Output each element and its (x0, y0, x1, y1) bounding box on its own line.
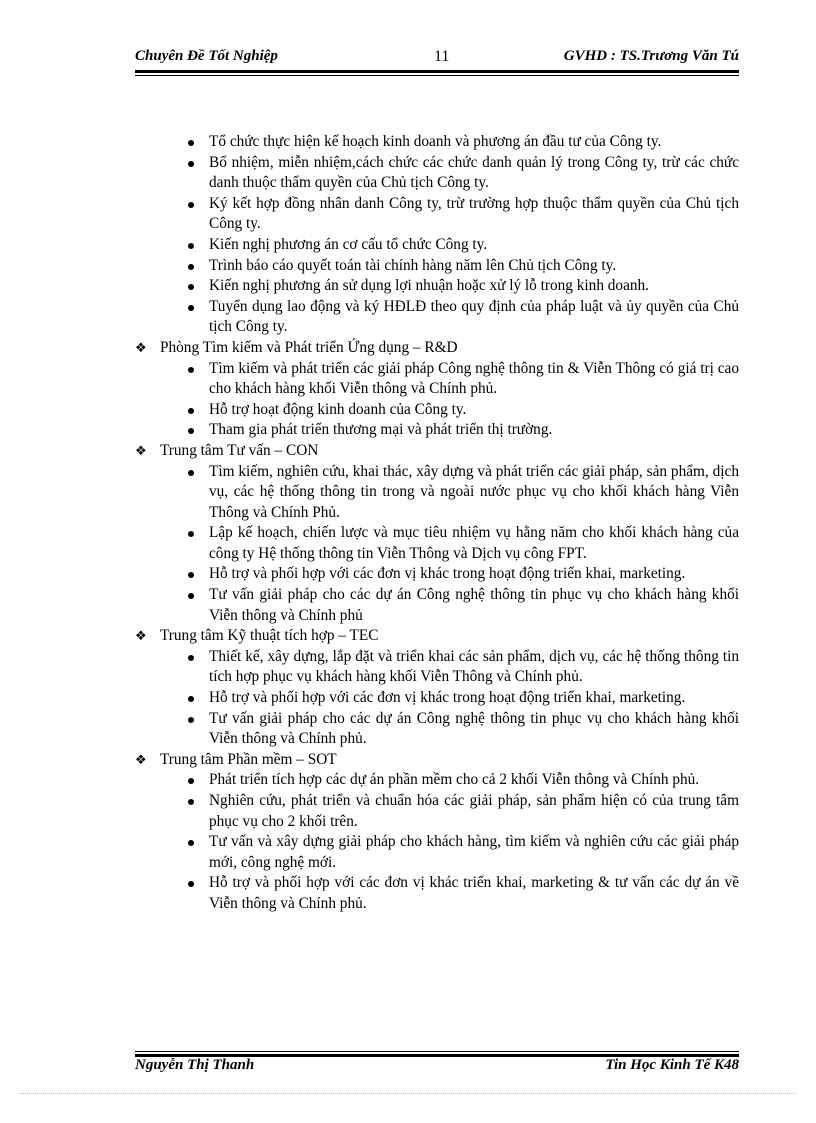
bullet-item: Tư vấn giải pháp cho các dự án Công nghệ thông tin phục vụ cho khách hàng khối Viễn thông và Chính phủ (135, 585, 739, 626)
diamond-dots-icon: ❖ (135, 442, 147, 458)
header-advisor: GVHD : TS.Trương Văn Tú (563, 48, 739, 64)
bullet-item: Tuyển dụng lao động và ký HĐLĐ theo quy định của pháp luật và ủy quyền của Chủ tịch Công ty. (135, 297, 739, 338)
diamond-dots-icon: ❖ (135, 751, 147, 767)
section-title: Trung tâm Phần mềm – SOT (160, 750, 337, 768)
bullet-item: Hỗ trợ hoạt động kinh doanh của Công ty. (135, 400, 739, 421)
section-title: Phòng Tìm kiếm và Phát triển Ứng dụng – R&D (160, 338, 458, 356)
page-number: 11 (434, 48, 450, 65)
bullet-item: Bổ nhiệm, miễn nhiệm,cách chức các chức danh quản lý trong Công ty, trừ các chức danh thuộc thẩm quyền của Chủ tịch Công ty. (135, 153, 739, 194)
bullet-item: Kiến nghị phương án sử dụng lợi nhuận hoặc xử lý lỗ trong kinh doanh. (135, 276, 739, 297)
document-body (135, 132, 739, 915)
section-bullet-list (135, 359, 739, 441)
bullet-item: Hỗ trợ và phối hợp với các đơn vị khác trong hoạt động triển khai, marketing. (135, 688, 739, 709)
section-bullet-list (135, 647, 739, 750)
diamond-dots-icon: ❖ (135, 628, 147, 644)
page-header (135, 48, 739, 70)
section-bullet-list (135, 462, 739, 627)
bullet-item: Tham gia phát triển thương mại và phát triển thị trường. (135, 420, 739, 441)
bullet-item: Tìm kiếm và phát triển các giải pháp Công nghệ thông tin & Viễn Thông có giá trị cao cho khách hàng khối Viễn thông và Chính phủ. (135, 359, 739, 400)
bullet-item: Ký kết hợp đồng nhân danh Công ty, trừ trường hợp thuộc thẩm quyền của Chủ tịch Công ty. (135, 194, 739, 235)
bullet-item: Hỗ trợ và phối hợp với các đơn vị khác triển khai, marketing & tư vấn các dự án về Viễn thông và Chính phủ. (135, 873, 739, 914)
bullet-item: Trình báo cáo quyết toán tài chính hàng năm lên Chủ tịch Công ty. (135, 256, 739, 277)
section-heading (135, 441, 739, 462)
bullet-item: Phát triển tích hợp các dự án phần mềm cho cả 2 khối Viễn thông và Chính phủ. (135, 770, 739, 791)
bullet-item: Nghiên cứu, phát triển và chuẩn hóa các giải pháp, sản phẩm hiện có của trung tâm phục vụ cho 2 khối trên. (135, 791, 739, 832)
section-heading (135, 338, 739, 359)
footer-class: Tin Học Kinh Tế K48 (605, 1057, 739, 1073)
bullet-item: Kiến nghị phương án cơ cấu tổ chức Công ty. (135, 235, 739, 256)
bullet-item: Hỗ trợ và phối hợp với các đơn vị khác trong hoạt động triển khai, marketing. (135, 564, 739, 585)
section-bullet-list (135, 770, 739, 914)
section-title: Trung tâm Tư vấn – CON (160, 441, 319, 459)
bullet-item: Lập kế hoạch, chiến lược và mục tiêu nhiệm vụ hằng năm cho khối khách hàng của công ty Hệ thống thông tin Viễn Thông và Dịch vụ công FPT. (135, 523, 739, 564)
footer-rule-thin (135, 1051, 739, 1052)
page-footer (135, 1057, 739, 1079)
footer-author: Nguyễn Thị Thanh (135, 1057, 255, 1073)
bullet-item: Tư vấn giải pháp cho các dự án Công nghệ thông tin phục vụ cho khách hàng khối Viễn thông và Chính phủ. (135, 709, 739, 750)
bullet-item: Tìm kiếm, nghiên cứu, khai thác, xây dựng và phát triển các giải pháp, sản phẩm, dịch vụ, các hệ thống thông tin trong và ngoài nước phục vụ cho khối khách hàng Viễn Thông và Chính Phủ. (135, 462, 739, 524)
header-title: Chuyên Đề Tốt Nghiệp (135, 48, 278, 64)
bullet-item: Tổ chức thực hiện kế hoạch kinh doanh và phương án đầu tư của Công ty. (135, 132, 739, 153)
section-title: Trung tâm Kỹ thuật tích hợp – TEC (160, 627, 379, 645)
intro-bullet-list (135, 132, 739, 338)
bullet-item: Tư vấn và xây dựng giải pháp cho khách hàng, tìm kiếm và nghiên cứu các giải pháp mới, công nghệ mới. (135, 832, 739, 873)
header-rule-thin (135, 75, 739, 76)
header-rule-thick (135, 70, 739, 73)
page-bottom-dotted-line (20, 1093, 796, 1094)
section-list (135, 338, 739, 915)
section-heading (135, 750, 739, 771)
diamond-dots-icon: ❖ (135, 339, 147, 355)
bullet-item: Thiết kế, xây dựng, lắp đặt và triển khai các sản phẩm, dịch vụ, các hệ thống thông tin tích hợp phục vụ khách hàng khối Viễn Thông và Chính phủ. (135, 647, 739, 688)
section-heading (135, 626, 739, 647)
